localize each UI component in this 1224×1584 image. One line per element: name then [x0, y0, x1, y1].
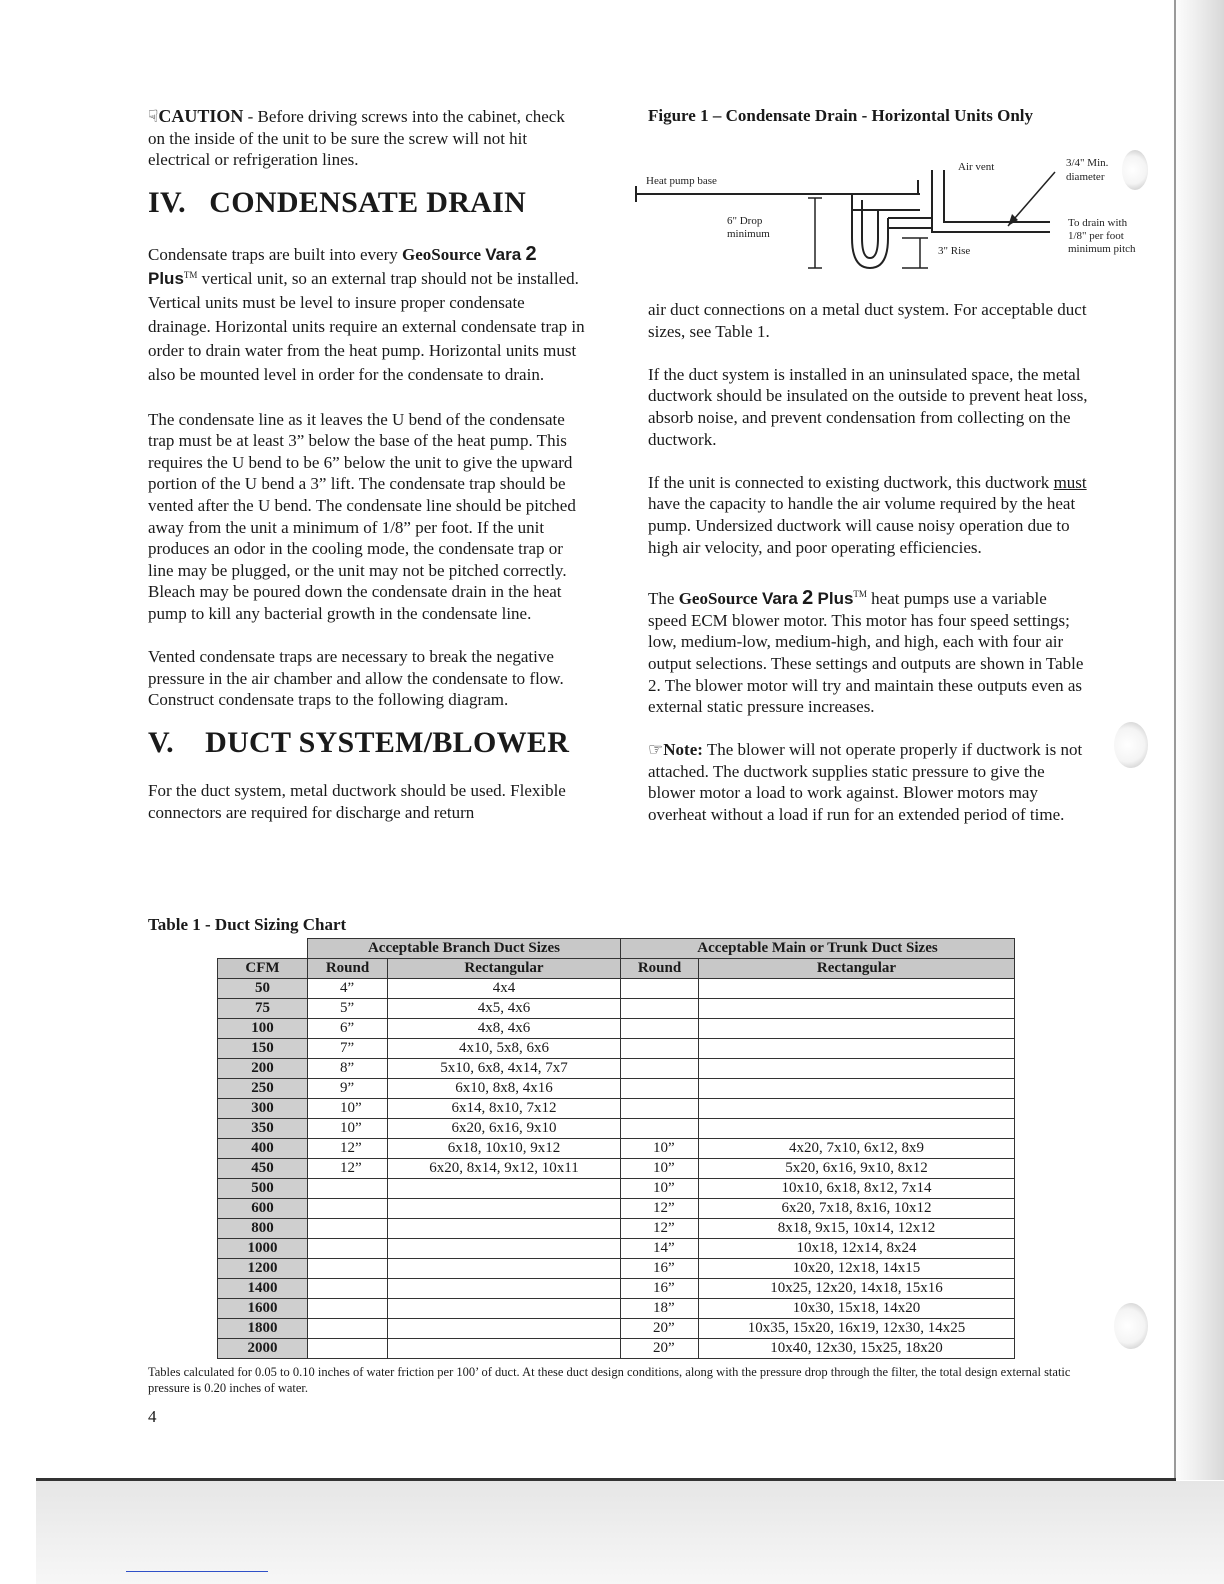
main-round-cell: 10” [621, 1139, 699, 1159]
branch-round-cell: 9” [308, 1079, 388, 1099]
text-run: The [648, 589, 679, 609]
condensate-drain-diagram [630, 150, 1150, 280]
cfm-cell: 1200 [218, 1259, 308, 1279]
branch-rect-cell [388, 1199, 621, 1219]
blower-para [648, 588, 1088, 718]
section-v-number: V. [148, 726, 174, 760]
left-column [148, 106, 586, 845]
table-body [218, 979, 1015, 1359]
label-pipe-diameter: diameter [1066, 171, 1105, 183]
caution-label: CAUTION [158, 106, 244, 126]
main-round-cell [621, 1059, 699, 1079]
cfm-cell: 1800 [218, 1319, 308, 1339]
table-group-header-row [218, 939, 1015, 959]
text-run: If the unit is connected to existing ductwork, this ductwork [648, 472, 1054, 492]
cfm-cell: 100 [218, 1019, 308, 1039]
binder-hole [1114, 1303, 1148, 1349]
main-rect-cell: 5x20, 6x16, 9x10, 8x12 [699, 1159, 1015, 1179]
cfm-cell: 50 [218, 979, 308, 999]
main-round-cell: 10” [621, 1159, 699, 1179]
cfm-cell: 600 [218, 1199, 308, 1219]
label-minimum-pitch: minimum pitch [1068, 243, 1136, 255]
branch-round-cell [308, 1299, 388, 1319]
u-bend-inner [862, 200, 878, 258]
table-row [218, 1279, 1015, 1299]
note-label: Note: [663, 740, 703, 760]
text-run: heat pumps use a variable speed ECM blower motor. This motor has four speed settings; low, medium-low, medium-high, and high, each with four air output selections. These settings and outputs are shown in Table 2. The blower motor will try and maintain these outputs even as external static pressure increases. [648, 589, 1084, 717]
branch-rect-cell [388, 1319, 621, 1339]
branch-rect-cell [388, 1339, 621, 1359]
main-round-cell: 20” [621, 1339, 699, 1359]
cfm-cell: 1400 [218, 1279, 308, 1299]
label-rise: 3" Rise [938, 245, 971, 257]
page-number: 4 [148, 1407, 157, 1426]
main-round-cell [621, 1099, 699, 1119]
brand-geosource: GeoSource [678, 589, 762, 609]
cfm-cell: 300 [218, 1099, 308, 1119]
table-row [218, 1139, 1015, 1159]
main-rect-cell [699, 1059, 1015, 1079]
branch-rect-cell: 6x18, 10x10, 9x12 [388, 1139, 621, 1159]
binder-hole [1114, 722, 1148, 768]
cfm-cell: 250 [218, 1079, 308, 1099]
branch-rect-cell: 6x14, 8x10, 7x12 [388, 1099, 621, 1119]
main-rect-cell: 10x40, 12x30, 15x25, 18x20 [699, 1339, 1015, 1359]
branch-rect-cell: 5x10, 6x8, 4x14, 7x7 [388, 1059, 621, 1079]
label-drop-minimum: minimum [727, 228, 770, 240]
branch-rect-cell [388, 1299, 621, 1319]
branch-rect-cell [388, 1259, 621, 1279]
note-text: The blower will not operate properly if ductwork is not attached. The ductwork supplies static pressure to give the blower motor a load to work against. Blower motors may overheat without a load if run for an extended period of time. [648, 740, 1083, 825]
main-rect-cell [699, 1099, 1015, 1119]
main-rect-cell [699, 1079, 1015, 1099]
table-corner-cell [218, 939, 308, 959]
note-paragraph [648, 739, 1088, 825]
bottom-scan-shadow [36, 1481, 1224, 1584]
main-round-cell: 10” [621, 1179, 699, 1199]
table-row [218, 1039, 1015, 1059]
main-rect-cell [699, 1039, 1015, 1059]
table-row [218, 1179, 1015, 1199]
table-row [218, 1339, 1015, 1359]
table-row [218, 1219, 1015, 1239]
section-iv-number: IV. [148, 186, 186, 220]
label-drop: 6" Drop [727, 215, 763, 227]
branch-rect-cell: 4x4 [388, 979, 621, 999]
trademark: TM [183, 269, 198, 280]
main-rect-cell: 10x30, 15x18, 14x20 [699, 1299, 1015, 1319]
main-round-cell [621, 1079, 699, 1099]
text-run: vertical unit, so an external trap should not be installed. Vertical units must be level to insure proper condensate drainage. Horizontal units require an external condensate trap in order to drain water from the heat pump. Horizontal units must also be mounted level in order for the condensate to drain. [148, 268, 585, 384]
main-rect-cell: 10x20, 12x18, 14x15 [699, 1259, 1015, 1279]
cfm-cell: 1000 [218, 1239, 308, 1259]
caution-paragraph [148, 106, 586, 171]
main-round-cell [621, 1039, 699, 1059]
main-round-cell [621, 1019, 699, 1039]
section-iv-heading [148, 186, 586, 220]
branch-rect-cell: 4x10, 5x8, 6x6 [388, 1039, 621, 1059]
brand-two: 2 [525, 242, 537, 265]
label-heat-pump-base: Heat pump base [646, 175, 717, 187]
table-row [218, 1319, 1015, 1339]
main-round-cell: 14” [621, 1239, 699, 1259]
label-drain: To drain with [1068, 217, 1128, 229]
condensate-para-3: Vented condensate traps are necessary to break the negative pressure in the air chamber and allow the condensate to flow. Construct condensate traps to the following diagram. [148, 647, 564, 710]
table-row [218, 1259, 1015, 1279]
trademark: TM [853, 589, 867, 600]
main-rect-cell: 4x20, 7x10, 6x12, 8x9 [699, 1139, 1015, 1159]
branch-round-cell: 7” [308, 1039, 388, 1059]
header-main-rectangular: Rectangular [699, 959, 1015, 979]
branch-rect-cell: 6x10, 8x8, 4x16 [388, 1079, 621, 1099]
table-row [218, 1239, 1015, 1259]
main-rect-cell: 10x35, 15x20, 16x19, 12x30, 14x25 [699, 1319, 1015, 1339]
table-column-header-row [218, 959, 1015, 979]
label-pipe-size: 3/4" Min. [1066, 157, 1109, 169]
table-1-title: Table 1 - Duct Sizing Chart [148, 915, 347, 934]
branch-round-cell [308, 1339, 388, 1359]
branch-round-cell [308, 1239, 388, 1259]
table-row [218, 1119, 1015, 1139]
label-pitch: 1/8" per foot [1068, 230, 1124, 242]
branch-rect-cell: 6x20, 6x16, 9x10 [388, 1119, 621, 1139]
cfm-cell: 2000 [218, 1339, 308, 1359]
page-edge-line [1174, 0, 1176, 1480]
table-footnote: Tables calculated for 0.05 to 0.10 inches of water friction per 100’ of duct. At these duct design conditions, along with the pressure drop through the filter, the total design external static pressure is 0.20 inches of water. [148, 1365, 1071, 1395]
branch-round-cell [308, 1259, 388, 1279]
cfm-cell: 200 [218, 1059, 308, 1079]
text-run: Condensate traps are built into every [148, 244, 402, 264]
cfm-cell: 450 [218, 1159, 308, 1179]
cfm-cell: 500 [218, 1179, 308, 1199]
branch-rect-cell: 6x20, 8x14, 9x12, 10x11 [388, 1159, 621, 1179]
section-v-title: DUCT SYSTEM/BLOWER [205, 726, 570, 760]
branch-rect-cell [388, 1219, 621, 1239]
branch-round-cell [308, 1199, 388, 1219]
label-air-vent: Air vent [958, 161, 995, 173]
duct-para-1: For the duct system, metal ductwork should be used. Flexible connectors are required for discharge and return [148, 781, 566, 822]
main-round-cell: 16” [621, 1279, 699, 1299]
duct-para-3: If the duct system is installed in an uninsulated space, the metal ductwork should be insulated on the outside to prevent heat loss, absorb noise, and prevent condensation from collecting on the ductwork. [648, 364, 1088, 449]
branch-rect-cell: 4x5, 4x6 [388, 999, 621, 1019]
branch-round-cell: 6” [308, 1019, 388, 1039]
header-branch-round: Round [308, 959, 388, 979]
branch-round-cell: 8” [308, 1059, 388, 1079]
duct-para-4 [648, 472, 1088, 558]
main-round-cell: 20” [621, 1319, 699, 1339]
brand-plus: Plus [817, 589, 854, 609]
main-round-cell [621, 999, 699, 1019]
main-rect-cell [699, 979, 1015, 999]
table-row [218, 1159, 1015, 1179]
table-row [218, 999, 1015, 1019]
text-run: have the capacity to handle the air volume required by the heat pump. Undersized ductwork will cause noisy operation due to high air velocity, and poor operating efficiencies. [648, 494, 1076, 557]
branch-round-cell: 10” [308, 1099, 388, 1119]
condensate-para-2: The condensate line as it leaves the U bend of the condensate trap must be at least 3” below the base of the heat pump. This requires the U bend to be 6” below the unit to give the upward portion of the U bend a 3” lift. The condensate trap should be vented after the U bend. The condensate line should be pitched away from the unit a minimum of 1/8” per foot. If the unit produces an odor in the cooling mode, the condensate trap or line may be plugged, or the unit may not be pitched correctly. Bleach may be poured down the condensate drain in the heat pump to kill any bacterial growth in the condensate line. [148, 409, 576, 623]
header-branch-rectangular: Rectangular [388, 959, 621, 979]
brand-geosource: GeoSource [401, 244, 486, 264]
main-rect-cell: 10x18, 12x14, 8x24 [699, 1239, 1015, 1259]
main-round-cell: 12” [621, 1219, 699, 1239]
main-round-cell: 16” [621, 1259, 699, 1279]
duct-sizing-table [217, 938, 1015, 1359]
section-iv-title: CONDENSATE DRAIN [209, 186, 527, 220]
brand-plus: Plus [148, 268, 184, 288]
branch-rect-cell [388, 1179, 621, 1199]
header-branch-group: Acceptable Branch Duct Sizes [308, 939, 621, 959]
caution-text: - Before driving screws into the cabinet, check on the inside of the unit to be sure the screw will not hit electrical or refrigeration lines. [148, 107, 565, 170]
branch-round-cell: 12” [308, 1159, 388, 1179]
table-row [218, 979, 1015, 999]
figure-1-title: Figure 1 – Condensate Drain - Horizontal Units Only [648, 106, 1034, 125]
table-row [218, 1019, 1015, 1039]
brand-vara: Vara [761, 589, 798, 609]
condensate-para-1 [148, 242, 586, 387]
main-round-cell [621, 1119, 699, 1139]
branch-rect-cell: 4x8, 4x6 [388, 1019, 621, 1039]
branch-rect-cell [388, 1279, 621, 1299]
main-rect-cell [699, 1119, 1015, 1139]
duct-para-2: air duct connections on a metal duct system. For acceptable duct sizes, see Table 1. [648, 300, 1087, 341]
table-row [218, 1199, 1015, 1219]
right-column [648, 299, 1088, 847]
branch-round-cell: 12” [308, 1139, 388, 1159]
cfm-cell: 800 [218, 1219, 308, 1239]
header-main-group: Acceptable Main or Trunk Duct Sizes [621, 939, 1015, 959]
section-v-heading [148, 726, 586, 760]
main-round-cell: 18” [621, 1299, 699, 1319]
cfm-cell: 400 [218, 1139, 308, 1159]
main-round-cell: 12” [621, 1199, 699, 1219]
table-row [218, 1059, 1015, 1079]
table-row [218, 1299, 1015, 1319]
header-main-round: Round [621, 959, 699, 979]
header-cfm: CFM [218, 959, 308, 979]
branch-round-cell [308, 1319, 388, 1339]
branch-round-cell [308, 1279, 388, 1299]
cfm-cell: 75 [218, 999, 308, 1019]
main-rect-cell [699, 1019, 1015, 1039]
pointing-hand-icon: ☞ [648, 740, 664, 760]
caution-hand-icon: ☟ [148, 107, 159, 126]
cfm-cell: 1600 [218, 1299, 308, 1319]
branch-rect-cell [388, 1239, 621, 1259]
emphasis-must: must [1053, 472, 1087, 492]
main-round-cell [621, 979, 699, 999]
main-rect-cell: 8x18, 9x15, 10x14, 12x12 [699, 1219, 1015, 1239]
main-rect-cell: 6x20, 7x18, 8x16, 10x12 [699, 1199, 1015, 1219]
blue-underline [126, 1571, 268, 1572]
cfm-cell: 150 [218, 1039, 308, 1059]
branch-round-cell: 5” [308, 999, 388, 1019]
cfm-cell: 350 [218, 1119, 308, 1139]
main-rect-cell: 10x10, 6x18, 8x12, 7x14 [699, 1179, 1015, 1199]
branch-round-cell: 10” [308, 1119, 388, 1139]
table-row [218, 1079, 1015, 1099]
brand-vara: Vara [485, 244, 522, 264]
brand-two: 2 [802, 587, 814, 610]
page-edge-shadow [1172, 0, 1224, 1480]
branch-round-cell [308, 1179, 388, 1199]
main-rect-cell [699, 999, 1015, 1019]
table-row [218, 1099, 1015, 1119]
main-rect-cell: 10x25, 12x20, 14x18, 15x16 [699, 1279, 1015, 1299]
branch-round-cell: 4” [308, 979, 388, 999]
branch-round-cell [308, 1219, 388, 1239]
u-bend-outer [852, 194, 888, 268]
